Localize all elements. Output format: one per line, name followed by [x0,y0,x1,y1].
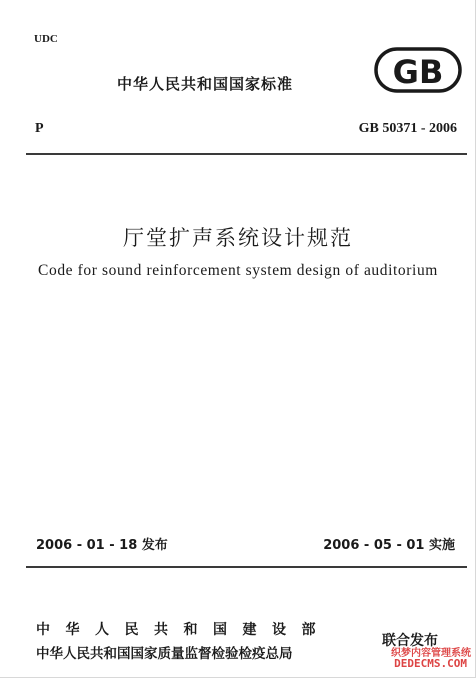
issuer-ministry-of-construction: 中华人民共和国建设部 [36,622,331,638]
standard-number: GB 50371 - 2006 [358,121,457,136]
top-divider [26,153,467,155]
joint-issue-label: 联合发布 [382,633,438,649]
gb-logo [374,46,462,94]
title-chinese: 厅堂扩声系统设计规范 [123,226,353,250]
title-english: Code for sound reinforcement system design of auditorium [38,262,438,279]
udc-label: UDC [34,33,58,45]
implementation-date: 2006 - 05 - 01 实施 [323,538,455,553]
gb-logo-text: GB [392,53,444,91]
gb-logo-icon [374,46,462,94]
issue-date: 2006 - 01 - 18 发布 [36,538,168,553]
watermark-text: 织梦内容管理系统 [391,648,471,659]
national-standard-heading: 中华人民共和国国家标准 [117,75,294,93]
watermark-url: DEDECMS.COM [394,657,467,670]
bottom-divider [26,566,467,568]
issuer-aqsiq: 中华人民共和国国家质量监督检验检疫总局 [36,646,293,662]
category-code: P [35,121,44,136]
